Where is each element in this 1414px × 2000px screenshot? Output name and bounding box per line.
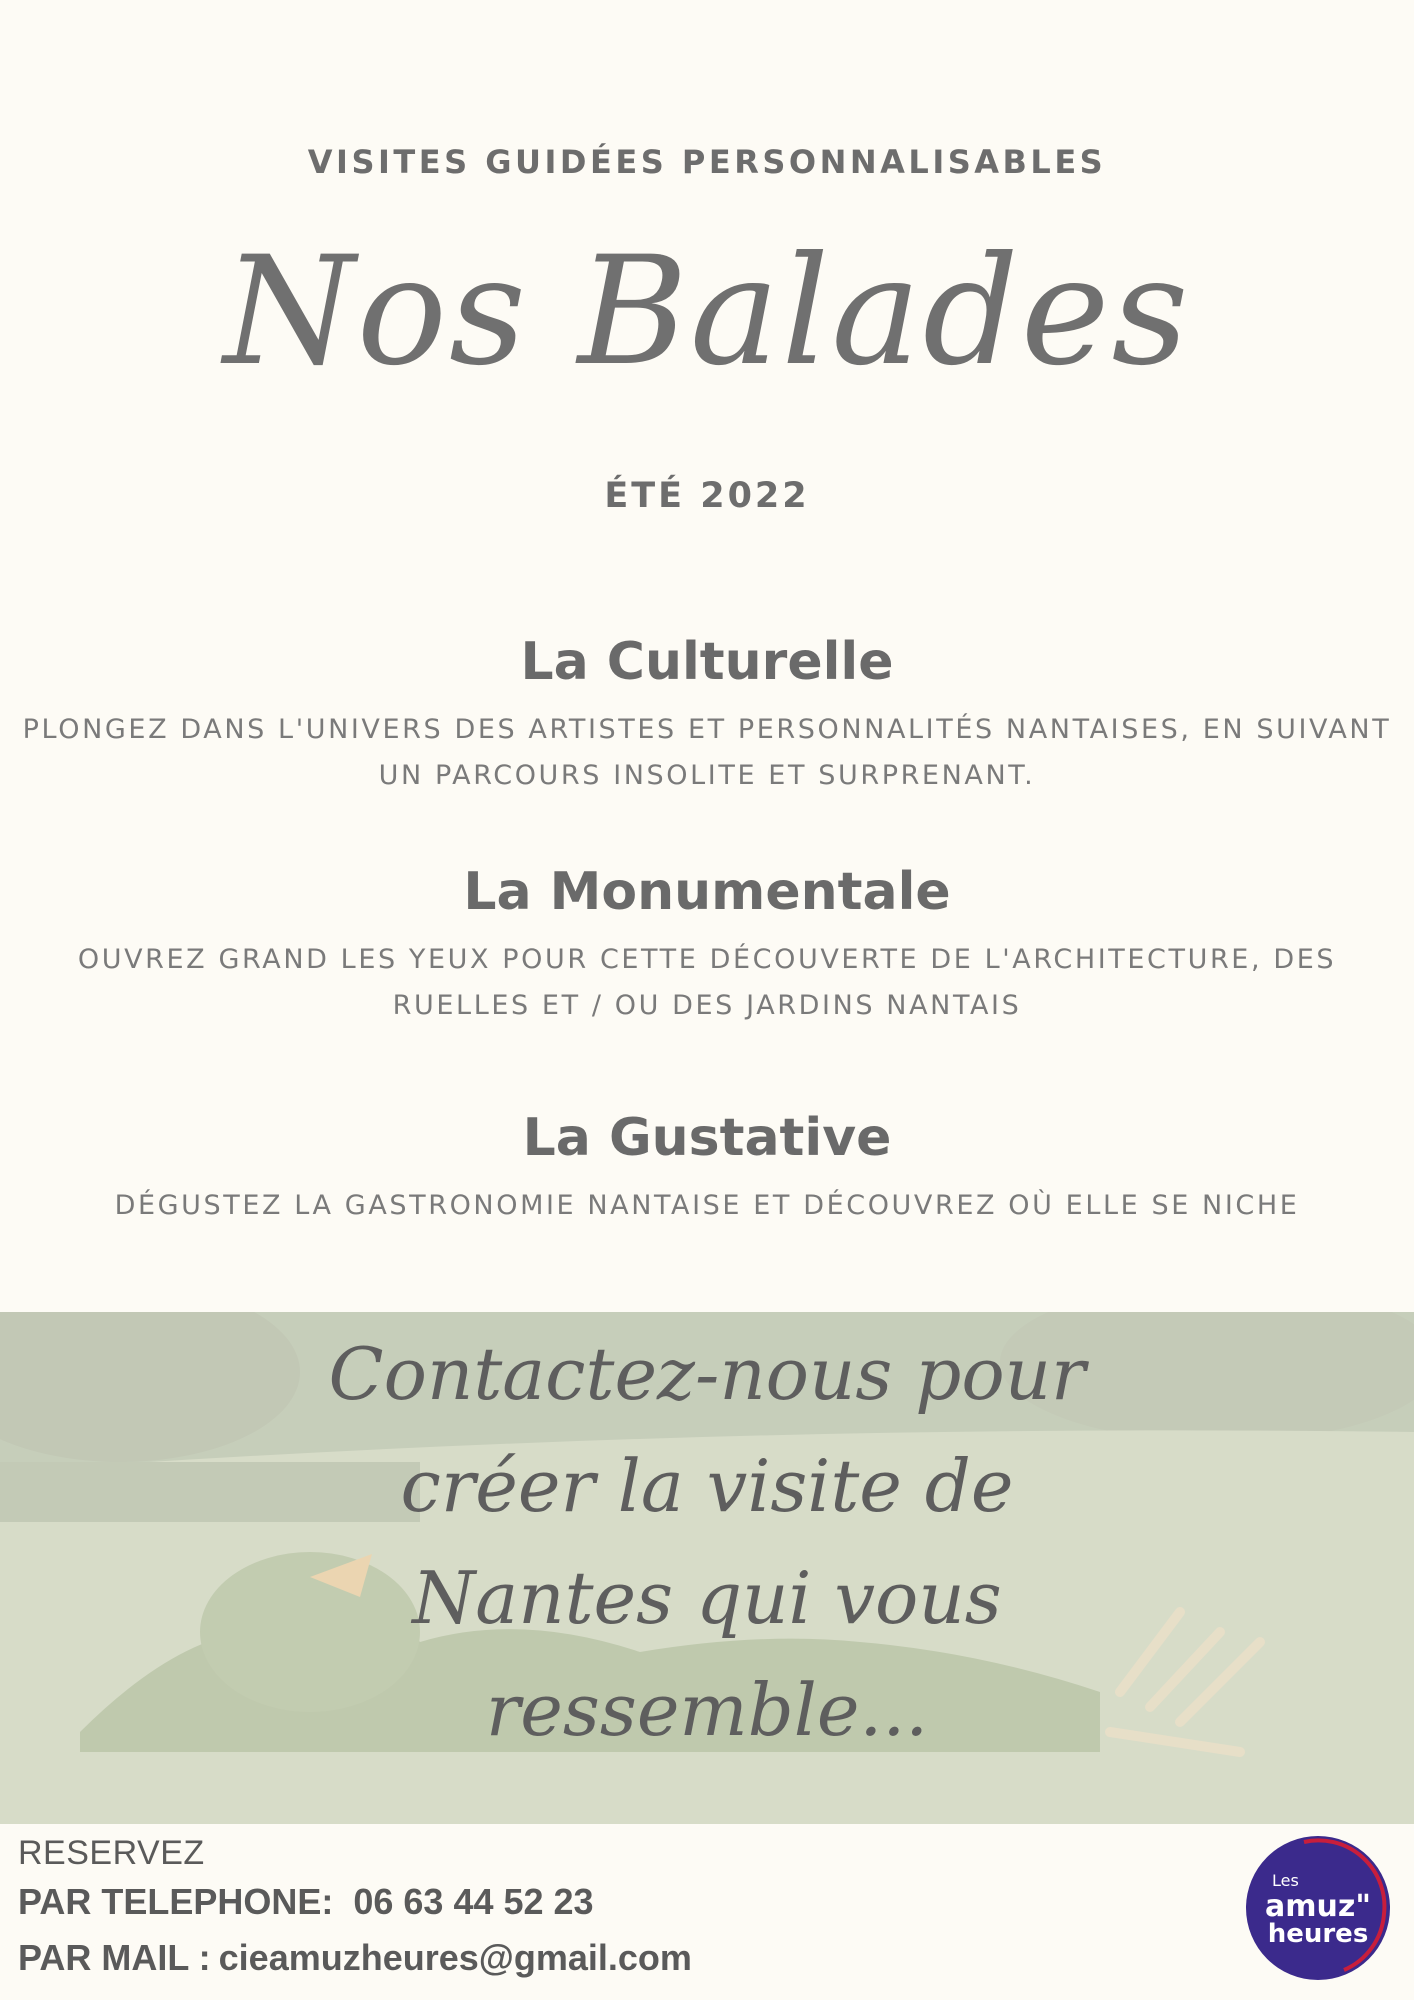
kicker-text: VISITES GUIDÉES PERSONNALISABLES <box>307 143 1107 181</box>
section-description-gustative: DÉGUSTEZ LA GASTRONOMIE NANTAISE ET DÉCOUVREZ OÙ ELLE SE NICHE <box>114 1190 1300 1221</box>
section-description-culturelle: PLONGEZ DANS L'UNIVERS DES ARTISTES ET PERSONNALITÉS NANTAISES, EN SUIVANT UN PARCOURS INSOLITE ET SURPRENANT. <box>22 714 1392 791</box>
section-title-culturelle: La Culturelle <box>520 632 894 692</box>
contact-message-line: Nantes qui vous <box>412 1556 1002 1640</box>
section-title-monumentale: La Monumentale <box>463 862 951 922</box>
reservation-block <box>18 1832 692 1986</box>
contact-message-line: Contactez-nous pour <box>328 1332 1086 1416</box>
phone-label: PAR TELEPHONE: <box>18 1881 334 1922</box>
section-title-gustative: La Gustative <box>522 1108 892 1168</box>
reservation-heading: RESERVEZ <box>18 1834 205 1872</box>
section-description-monumentale: OUVREZ GRAND LES YEUX POUR CETTE DÉCOUVERTE DE L'ARCHITECTURE, DES RUELLES ET / OU DES JARDINS NANTAIS <box>77 944 1337 1021</box>
company-logo <box>1244 1834 1392 1982</box>
contact-message-line: créer la visite de <box>400 1444 1014 1528</box>
phone-line <box>18 1874 692 1930</box>
mail-line <box>18 1930 692 1986</box>
phone-number[interactable]: 06 63 44 52 23 <box>353 1881 594 1922</box>
email-address[interactable]: cieamuzheures@gmail.com <box>218 1937 692 1978</box>
logo-text: amuz" <box>1265 1889 1371 1924</box>
page-title: Nos Balades <box>223 225 1191 399</box>
logo-text: Les <box>1272 1871 1299 1890</box>
season-label: ÉTÉ 2022 <box>604 476 810 516</box>
contact-message <box>0 1318 1414 1766</box>
logo-text: heures <box>1267 1919 1369 1949</box>
contact-message-line: ressemble... <box>485 1668 929 1752</box>
mail-label: PAR MAIL : <box>18 1937 211 1978</box>
